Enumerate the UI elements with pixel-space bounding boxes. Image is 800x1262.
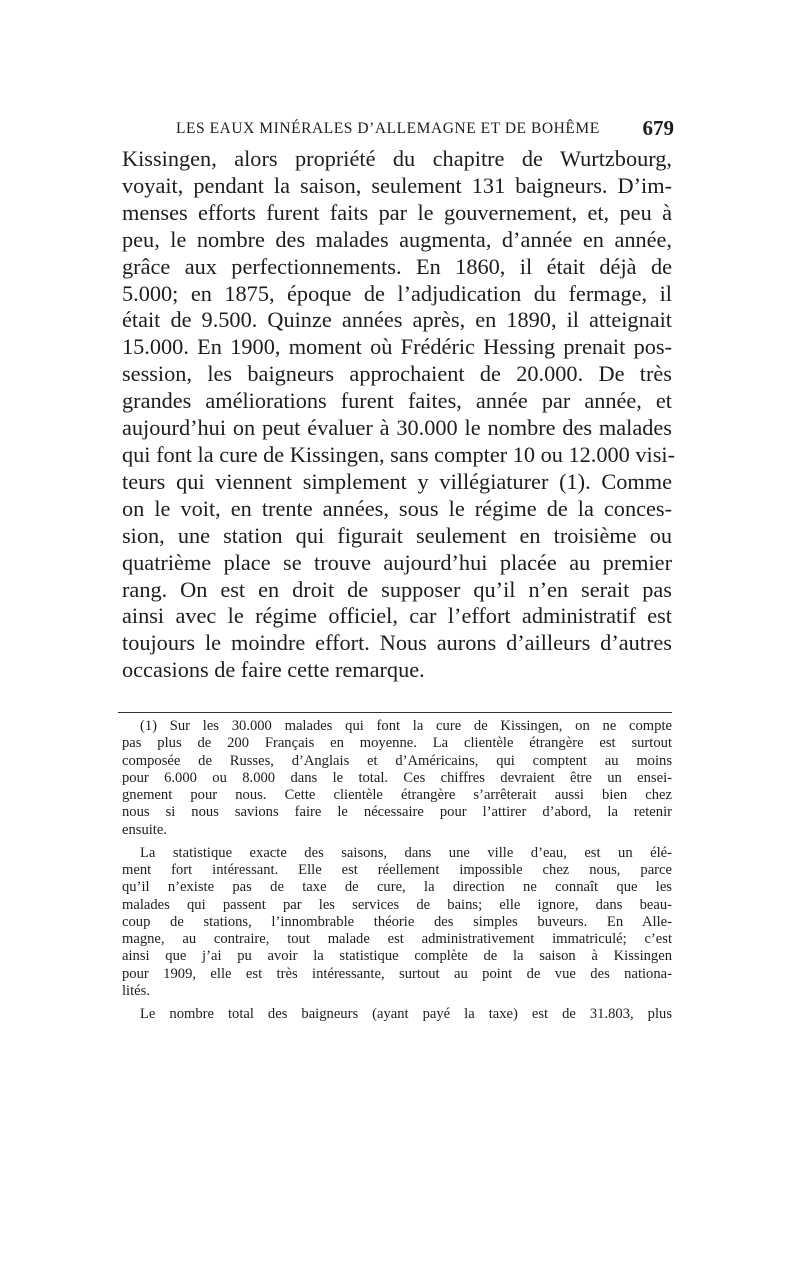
text-line: aujourd’hui on peut évaluer à 30.000 le nombre des malades	[122, 415, 672, 441]
footnote-line: composée de Russes, d’Anglais et d’Américains, qui comptent au moins	[122, 752, 672, 769]
running-title: LES EAUX MINÉRALES D’ALLEMAGNE ET DE BOHÊME	[176, 120, 600, 137]
footnote-paragraph	[122, 1006, 672, 1023]
text-line: était de 9.500. Quinze années après, en 1890, il atteignait	[122, 307, 672, 333]
footnote-line: Le nombre total des baigneurs (ayant payé la taxe) est de 31.803, plus	[140, 1006, 672, 1022]
footnote-line: magne, au contraire, tout malade est administrativement immatriculé; c’est	[122, 931, 672, 947]
footnote-line: ensuite.	[122, 821, 167, 838]
footnote-paragraph	[122, 718, 672, 839]
footnote-separator	[118, 712, 672, 713]
footnote-line: pour 1909, elle est très intéressante, surtout au point de vue des nationa-	[122, 965, 672, 982]
text-line: grâce aux perfectionnements. En 1860, il était déjà de	[122, 253, 672, 279]
text-line: sion, une station qui figurait seulement en troisième ou	[122, 522, 672, 548]
footnote-line: coup de stations, l’innombrable théorie des simples buveurs. En Alle-	[122, 913, 672, 930]
footnote-line: pour 6.000 ou 8.000 dans le total. Ces chiffres devraient être un ensei-	[122, 769, 672, 786]
text-line: toujours le moindre effort. Nous aurons d’ailleurs d’autres	[122, 630, 672, 656]
footnote-line: nous si nous savions faire le nécessaire pour l’attirer d’abord, la retenir	[122, 804, 672, 821]
footnote-line: ainsi que j’ai pu avoir la statistique complète de la saison à Kissingen	[122, 948, 672, 965]
text-line: menses efforts furent faits par le gouvernement, et, peu à	[122, 199, 672, 225]
text-line: rang. On est en droit de supposer qu’il n’en serait pas	[122, 576, 672, 602]
text-line: peu, le nombre des malades augmenta, d’année en année,	[122, 226, 672, 252]
text-line: Kissingen, alors propriété du chapitre de Wurtzbourg,	[122, 146, 672, 171]
text-line: on le voit, en trente années, sous le régime de la conces-	[122, 495, 672, 521]
footnote-line: ment fort intéressant. Elle est réellement impossible chez nous, parce	[122, 862, 672, 878]
footnotes	[122, 718, 672, 1023]
text-line: teurs qui viennent simplement y villégiaturer (1). Comme	[122, 468, 672, 494]
main-paragraph	[122, 146, 675, 684]
footnote-line: gnement pour nous. Cette clientèle étrangère s’arrêterait aussi bien chez	[122, 787, 672, 803]
footnote-line: malades qui passent par les services de bains; elle ignore, dans beau-	[122, 896, 672, 913]
footnote-line: La statistique exacte des saisons, dans une ville d’eau, est un élé-	[140, 844, 672, 861]
text-line: session, les baigneurs approchaient de 20.000. De très	[122, 361, 672, 387]
text-line: 5.000; en 1875, époque de l’adjudication du fermage, il	[122, 280, 672, 306]
text-line: occasions de faire cette remarque.	[122, 657, 425, 683]
text-line: grandes améliorations furent faites, année par année, et	[122, 388, 672, 414]
text-line: qui font la cure de Kissingen, sans compter 10 ou 12.000 visi-	[122, 441, 675, 467]
running-header	[176, 116, 674, 140]
footnote-line: pas plus de 200 Français en moyenne. La clientèle étrangère est surtout	[122, 735, 672, 752]
footnote-line: lités.	[122, 982, 150, 999]
footnote-paragraph	[122, 845, 672, 1000]
page-number: 679	[642, 116, 674, 140]
footnote-line: (1) Sur les 30.000 malades qui font la cure de Kissingen, on ne compte	[140, 718, 672, 734]
text-line: voyait, pendant la saison, seulement 131 baigneurs. D’im-	[122, 172, 672, 198]
text-line: quatrième place se trouve aujourd’hui placée au premier	[122, 549, 672, 575]
text-line: ainsi avec le régime officiel, car l’effort administratif est	[122, 603, 672, 629]
footnote-line: qu’il n’existe pas de taxe de cure, la direction ne connaît que les	[122, 879, 672, 896]
text-line: 15.000. En 1900, moment où Frédéric Hessing prenait pos-	[122, 334, 672, 360]
